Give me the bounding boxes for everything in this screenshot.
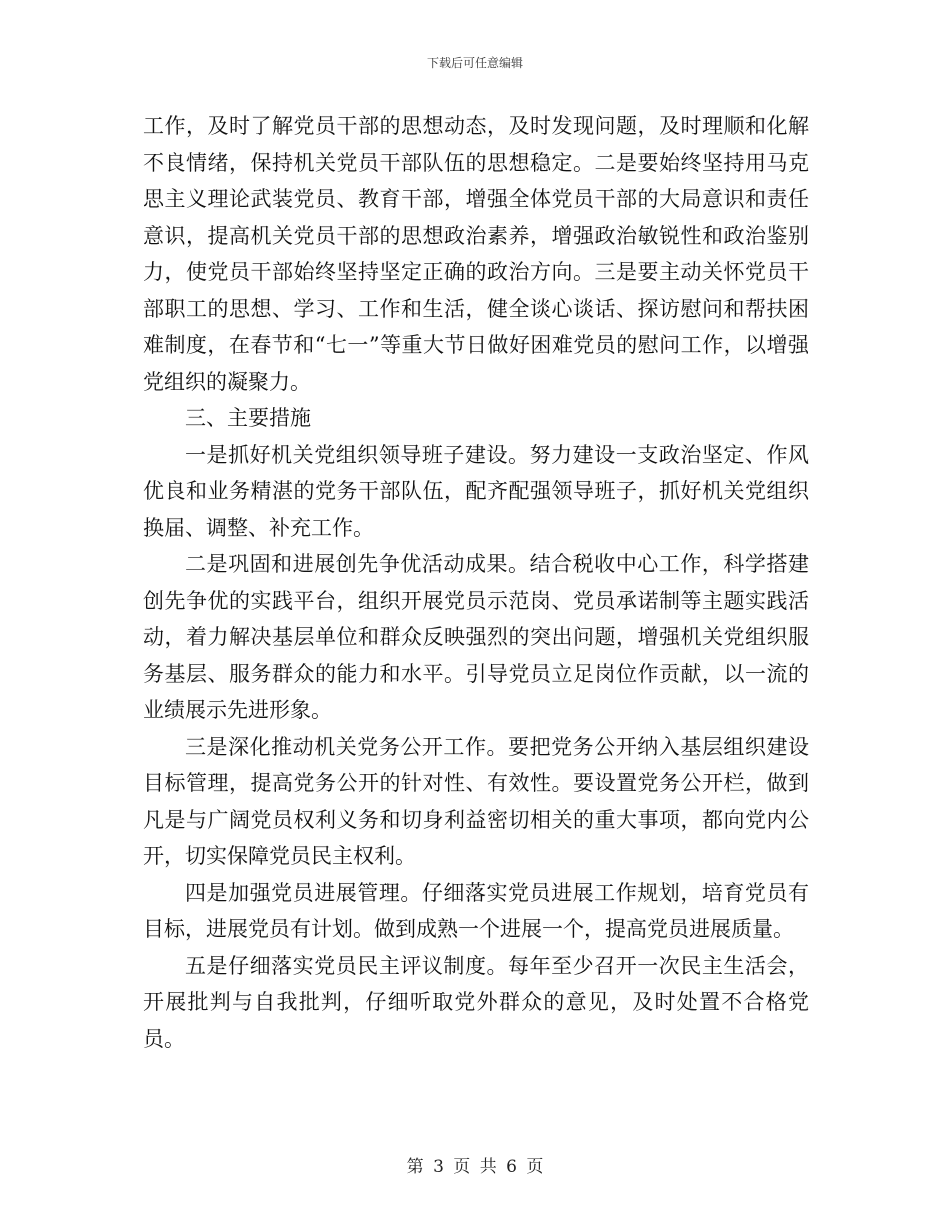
- paragraph-measure-1: 一是抓好机关党组织领导班子建设。努力建设一支政治坚定、作风优良和业务精湛的党务干部队伍，配齐配强领导班子，抓好机关党组织换届、调整、补充工作。: [143, 442, 809, 540]
- paragraph-measure-5: 五是仔细落实党员民主评议制度。每年至少召开一次民主生活会，开展批判与自我批判，仔细听取党外群众的意见，及时处置不合格党员。: [143, 953, 809, 1051]
- page-number-footer: 第 3 页 共 6 页: [406, 1157, 544, 1177]
- paragraph-measure-4: 四是加强党员进展管理。仔细落实党员进展工作规划，培育党员有目标，进展党员有计划。做到成熟一个进展一个，提高党员进展质量。: [143, 880, 809, 941]
- header-note: 下载后可任意编辑: [426, 56, 523, 70]
- paragraph-measure-2: 二是巩固和进展创先争优活动成果。结合税收中心工作，科学搭建创先争优的实践平台，组织开展党员示范岗、党员承诺制等主题实践活动，着力解决基层单位和群众反映强烈的突出问题，增强机关党组织服务基层、服务群众的能力和水平。引导党员立足岗位作贡献，以一流的业绩展示先进形象。: [143, 552, 809, 722]
- section-heading: 三、主要措施: [185, 406, 311, 430]
- paragraph-measure-3: 三是深化推动机关党务公开工作。要把党务公开纳入基层组织建设目标管理，提高党务公开的针对性、有效性。要设置党务公开栏，做到凡是与广阔党员权利义务和切身利益密切相关的重大事项，都向党内公开，切实保障党员民主权利。: [143, 734, 809, 868]
- paragraph-1: 工作，及时了解党员干部的思想动态，及时发现问题，及时理顺和化解不良情绪，保持机关党员干部队伍的思想稳定。二是要始终坚持用马克思主义理论武装党员、教育干部，增强全体党员干部的大局意识和责任意识，提高机关党员干部的思想政治素养，增强政治敏锐性和政治鉴别力，使党员干部始终坚持坚定正确的政治方向。三是要主动关怀党员干部职工的思想、学习、工作和生活，健全谈心谈话、探访慰问和帮扶困难制度，在春节和“七一”等重大节日做好困难党员的慰问工作，以增强党组织的凝聚力。: [143, 114, 809, 394]
- document-body: [143, 108, 809, 1057]
